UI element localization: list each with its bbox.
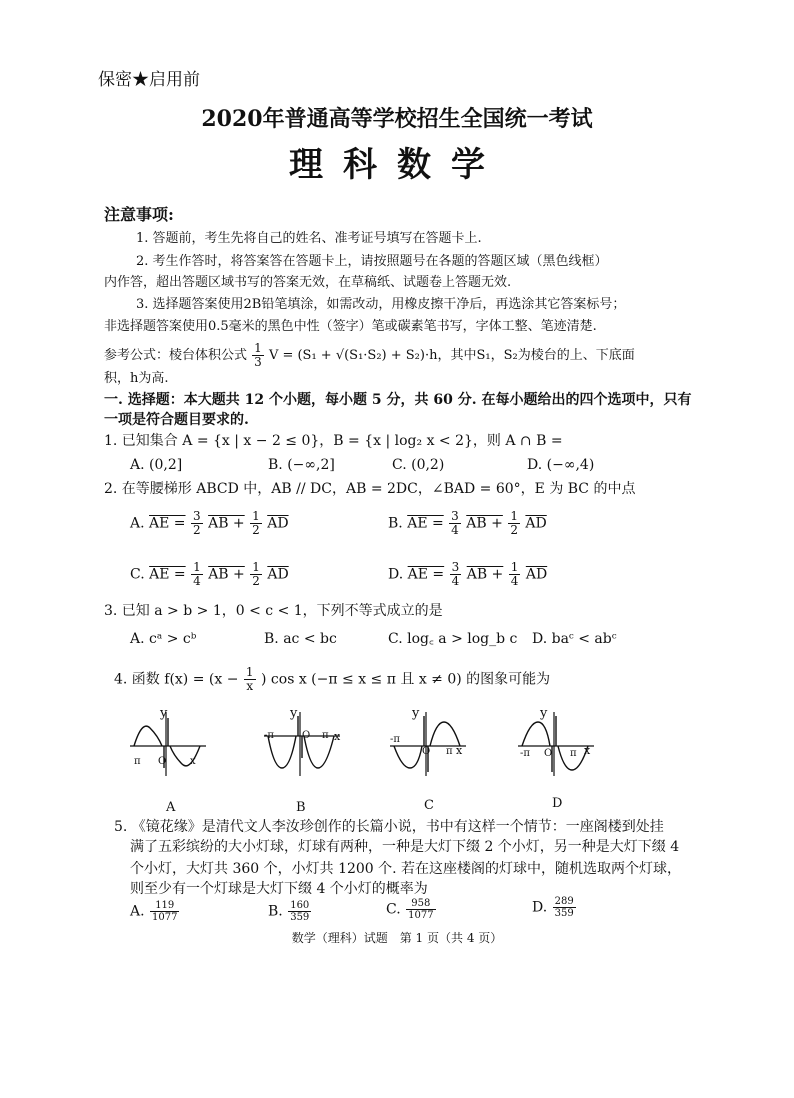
section-heading-line1: 一. 选择题：本大题共 12 个小题，每小题 5 分，共 60 分. 在每小题给出的四个选项中，只有: [104, 392, 692, 408]
graph-c-y-label: y: [412, 706, 420, 721]
confidential-mark: 保密★启用前: [98, 70, 200, 90]
graph-b-tick-pi: π: [322, 730, 329, 741]
question-2-option-c: C. AE = $\frac{1}{4}$ AB + $\frac{1}{2}$ $\overline{AD}$: [130, 560, 289, 589]
exam-title: 2020年普通高等学校招生全国统一考试: [201, 106, 593, 132]
question-5-line1: 5. 《镜花缘》是清代文人李汝珍创作的长篇小说，书中有这样一个情节：一座阁楼到处挂: [114, 819, 664, 835]
question-2-option-d: D. AE = $\frac{3}{4}$ AB + $\frac{1}{4}$ $\overline{AD}$: [388, 560, 548, 589]
question-1-option-b: B. (−∞,2]: [268, 457, 335, 473]
graph-c: [388, 708, 468, 778]
notice-item-3a: 3. 选择题答案使用2B铅笔填涂，如需改动，用橡皮擦干净后，再选涂其它答案标号；: [136, 297, 626, 312]
question-3-option-d: D. baᶜ < abᶜ: [532, 631, 617, 647]
page-footer: 数学（理科）试题 第 1 页（共 4 页）: [291, 931, 503, 945]
question-1-option-c: C. (0,2): [392, 457, 445, 473]
notice-item-2b: 内作答，超出答题区域书写的答案无效，在草稿纸、试题卷上答题无效.: [104, 275, 512, 290]
formula-label: 参考公式：棱台体积公式: [104, 348, 248, 364]
graph-c-x-label: x: [456, 744, 463, 757]
question-5-line3: 个小灯，大灯共 360 个，小灯共 1200 个. 若在这座楼阁的灯球中，随机选取两个灯球，: [130, 861, 682, 877]
formula-tail: 积，h为高.: [104, 371, 169, 386]
notice-item-3b: 非选择题答案使用0.5毫米的黑色中性（签字）笔或碳素笔书写，字体工整、笔迹清楚.: [104, 319, 597, 334]
formula-fraction: $\frac{1}{3}$: [254, 341, 262, 370]
question-5-option-a: A. $\frac{119}{1077}$: [130, 900, 178, 923]
graph-b-tick-negpi: -π: [264, 730, 274, 741]
notice-heading: 注意事项:: [104, 205, 174, 224]
question-1-option-d: D. (−∞,4): [527, 457, 595, 473]
question-2-option-a: A. AE = $\frac{3}{2}$ AB + $\frac{1}{2}$ $\overline{AD}$: [130, 509, 289, 538]
graph-b-origin: O: [302, 730, 311, 741]
notice-item-1: 1. 答题前，考生先将自己的姓名、准考证号填写在答题卡上.: [136, 231, 482, 246]
graph-d-tick-pi: π: [570, 748, 577, 759]
graph-c-tick-pi: π: [446, 746, 453, 757]
graph-d-tick-negpi: -π: [520, 748, 530, 759]
question-5-option-d: D. $\frac{289}{359}$: [532, 896, 574, 919]
formula-body: V = (S₁ + √(S₁·S₂) + S₂)·h，其中S₁，S₂为棱台的上、下底面: [268, 348, 635, 364]
graph-d-y-label: y: [540, 706, 548, 721]
notice-item-2a: 2. 考生作答时，将答案答在答题卡上，请按照题号在各题的答题区域（黑色线框）: [136, 254, 608, 269]
section-heading-line2: 一项是符合题目要求的.: [104, 412, 249, 428]
graph-b-y-label: y: [290, 706, 298, 721]
question-3-option-a: A. cᵃ > cᵇ: [130, 631, 197, 647]
question-5-line2: 满了五彩缤纷的大小灯球，灯球有两种，一种是大灯下缀 2 个小灯，另一种是大灯下缀 4: [130, 839, 680, 855]
graph-a-origin: O: [158, 756, 167, 767]
question-5-line4: 则至少有一个灯球是大灯下缀 4 个小灯的概率为: [130, 881, 428, 897]
graph-a-x-label: x: [190, 756, 196, 767]
graph-a-label: A: [166, 800, 176, 815]
question-2-stem: 2. 在等腰梯形 ABCD 中，AB // DC，AB = 2DC，∠BAD = 60°，E 为 BC 的中点: [104, 481, 636, 497]
question-1-stem: 1. 已知集合 A = {x | x − 2 ≤ 0}，B = {x | log₂ x < 2}，则 A ∩ B =: [104, 433, 563, 449]
question-5-option-c: C. $\frac{958}{1077}$: [386, 898, 434, 921]
question-3-option-c: C. log꜀ a > log_b c: [388, 631, 518, 647]
question-3-option-b: B. ac < bc: [264, 631, 337, 647]
graph-b-x-label: x: [334, 730, 341, 743]
graph-d-origin: O: [544, 748, 553, 759]
question-2-option-b: B. AE = $\frac{3}{4}$ AB + $\frac{1}{2}$ $\overline{AD}$: [388, 509, 547, 538]
graph-a: [128, 708, 208, 778]
graph-a-tick-pi: π: [134, 756, 141, 767]
subject-title: 理科数学: [289, 145, 505, 185]
graph-c-label: C: [424, 798, 434, 813]
graph-d-x-label: x: [584, 744, 591, 757]
graph-d: [516, 708, 596, 778]
question-4-stem: 4. 函数 f(x) = (x − $\frac{1}{x}$ ) cos x (−π ≤ x ≤ π 且 x ≠ 0) 的图象可能为: [114, 665, 551, 694]
graph-d-label: D: [552, 796, 563, 811]
question-1-option-a: A. (0,2]: [130, 457, 183, 473]
graph-b-label: B: [296, 800, 306, 815]
graph-a-y-label: y: [160, 706, 168, 721]
reference-formula: [104, 342, 635, 369]
question-3-stem: 3. 已知 a > b > 1，0 < c < 1，下列不等式成立的是: [104, 603, 443, 619]
graph-b: [262, 708, 342, 778]
question-5-option-b: B. $\frac{160}{359}$: [268, 900, 310, 923]
graph-c-tick-negpi: -π: [390, 734, 400, 745]
graph-c-origin: O: [422, 746, 431, 757]
